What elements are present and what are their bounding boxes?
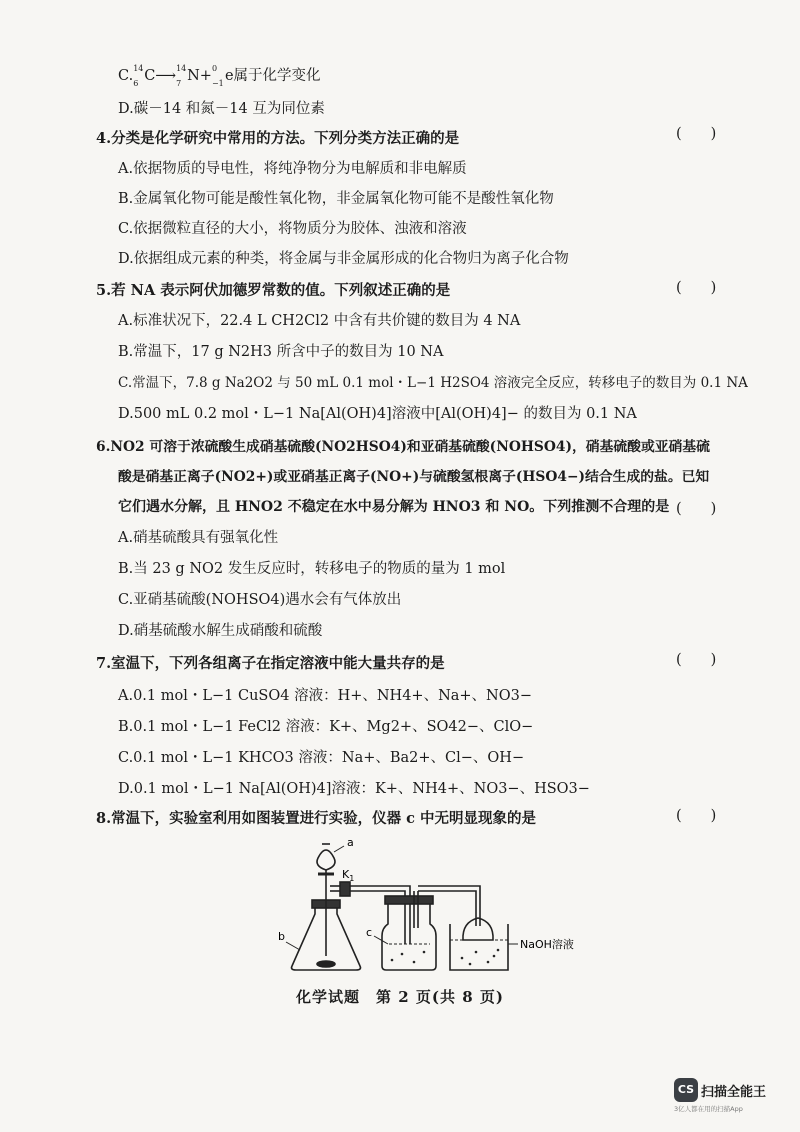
q5-answer-bracket: ( ) bbox=[676, 280, 717, 296]
q6-answer-bracket: ( ) bbox=[676, 501, 717, 517]
q6-option-a: A.硝基硫酸具有强氧化性 bbox=[118, 530, 279, 546]
page-footer: 化学试题 第 2 页(共 8 页) bbox=[296, 988, 504, 1006]
q3-option-d: D.碳－14 和氮－14 互为同位素 bbox=[118, 101, 325, 117]
label-naoh-solution: NaOH溶液 bbox=[520, 938, 574, 951]
q7-answer-bracket: ( ) bbox=[676, 652, 717, 668]
flask-b-solid bbox=[317, 961, 335, 967]
q4-option-c: C.依据微粒直径的大小，将物质分为胶体、浊液和溶液 bbox=[118, 221, 467, 237]
q3-option-c: C. 14 6 C⟶ 14 7 N+ 0 −1 e属于化学变化 bbox=[118, 64, 321, 88]
inverted-funnel bbox=[463, 918, 493, 940]
q5-option-a: A.标准状况下，22.4 L CH2Cl2 中含有共价键的数目为 4 NA bbox=[118, 313, 521, 329]
q7-option-b: B.0.1 mol・L−1 FeCl2 溶液：K+、Mg2+、SO42−、ClO− bbox=[118, 719, 534, 735]
label-a-leader bbox=[334, 846, 344, 852]
q7-option-a: A.0.1 mol・L−1 CuSO4 溶液：H+、NH4+、Na+、NO3− bbox=[118, 688, 532, 704]
watermark-name: 扫描全能王 bbox=[701, 1084, 767, 1100]
q8-stem: 8.常温下，实验室利用如图装置进行实验，仪器 c 中无明显现象的是 bbox=[96, 810, 537, 827]
q6-option-d: D.硝基硫酸水解生成硝酸和硫酸 bbox=[118, 623, 323, 639]
scanner-watermark bbox=[674, 1078, 774, 1113]
apparatus-diagram bbox=[0, 836, 800, 976]
q4-answer-bracket: ( ) bbox=[676, 126, 717, 142]
q7-option-c: C.0.1 mol・L−1 KHCO3 溶液：Na+、Ba2+、Cl−、OH− bbox=[118, 750, 525, 766]
q6-option-b: B.当 23 g NO2 发生反应时，转移电子的物质的量为 1 mol bbox=[118, 561, 506, 577]
q5-option-b: B.常温下，17 g N2H3 所含中子的数目为 10 NA bbox=[118, 344, 444, 360]
q7-option-d: D.0.1 mol・L−1 Na[Al(OH)4]溶液：K+、NH4+、NO3−、HSO3− bbox=[118, 781, 590, 797]
q6-stem-line-1: 6.NO2 可溶于浓硫酸生成硝基硫酸(NO2HSO4)和亚硝基硫酸(NOHSO4)，硝基硫酸或亚硝基硫 bbox=[96, 439, 710, 455]
q4-option-a: A.依据物质的导电性，将纯净物分为电解质和非电解质 bbox=[118, 161, 467, 177]
q4-option-d: D.依据组成元素的种类，将金属与非金属形成的化合物归为离子化合物 bbox=[118, 251, 569, 267]
label-a: a bbox=[347, 836, 354, 849]
q5-stem: 5.若 NA 表示阿伏加德罗常数的值。下列叙述正确的是 bbox=[96, 282, 451, 299]
stopcock-k1 bbox=[340, 882, 350, 896]
q6-option-c: C.亚硝基硫酸(NOHSO4)遇水会有气体放出 bbox=[118, 592, 402, 608]
q5-option-c: C.常温下，7.8 g Na2O2 与 50 mL 0.1 mol・L−1 H2SO4 溶液完全反应，转移电子的数目为 0.1 NA bbox=[118, 375, 748, 391]
naoh-beaker bbox=[450, 924, 508, 970]
q6-stem-line-2: 酸是硝基正离子(NO2+)或亚硝基正离子(NO+)与硫酸氢根离子(HSO4−)结合生成的盐。已知 bbox=[118, 469, 710, 485]
watermark-subtitle: 3亿人都在用的扫描App bbox=[674, 1105, 743, 1113]
q6-stem-line-3: 它们遇水分解，且 HNO2 不稳定在水中易分解为 HNO3 和 NO。下列推测不合理的是 bbox=[118, 499, 670, 515]
label-c: c bbox=[366, 926, 373, 939]
funnel-a bbox=[317, 850, 335, 870]
q5-option-d: D.500 mL 0.2 mol・L−1 Na[Al(OH)4]溶液中[Al(OH)4]− 的数目为 0.1 NA bbox=[118, 406, 637, 422]
q4-option-b: B.金属氧化物可能是酸性氧化物，非金属氧化物可能不是酸性氧化物 bbox=[118, 191, 554, 207]
q7-stem: 7.室温下，下列各组离子在指定溶液中能大量共存的是 bbox=[96, 655, 445, 672]
bottle-c bbox=[382, 902, 436, 970]
label-k1: $K_1$ bbox=[342, 868, 355, 883]
q8-answer-bracket: ( ) bbox=[676, 808, 717, 824]
camscanner-logo-icon: CS bbox=[674, 1078, 698, 1102]
label-b: b bbox=[278, 930, 285, 943]
bottle-c-stopper bbox=[385, 896, 433, 904]
q4-stem: 4.分类是化学研究中常用的方法。下列分类方法正确的是 bbox=[96, 130, 460, 147]
